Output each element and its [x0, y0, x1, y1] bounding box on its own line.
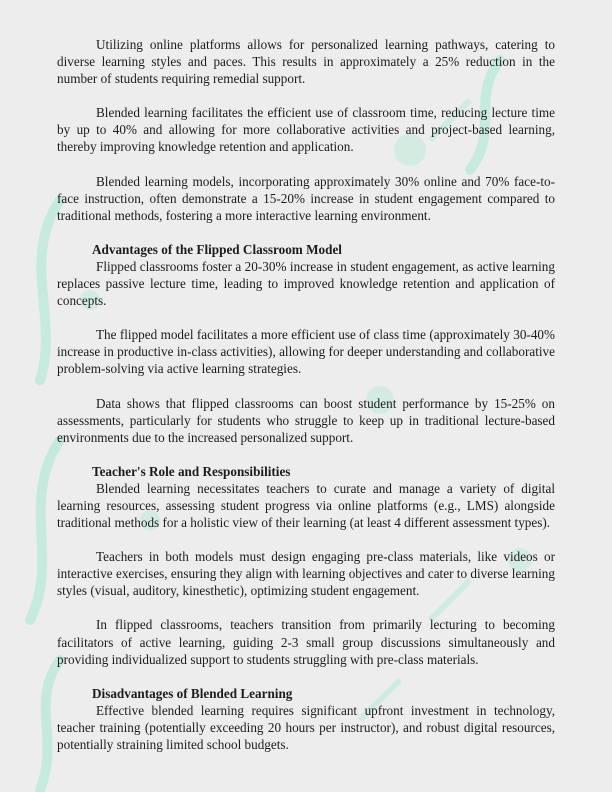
- paragraph: Teachers in both models must design engaging pre-class materials, like videos or interactive exercises, ensuring they align with learning objectives and cater to diverse learning styles (visual, auditory, kinesthetic), optimizing student engagement.: [57, 549, 555, 599]
- paragraph: Data shows that flipped classrooms can boost student performance by 15-25% on assessments, particularly for students who struggle to keep up in traditional lecture-based environments due to the increased personalized support.: [57, 395, 555, 445]
- paragraph: The flipped model facilitates a more efficient use of class time (approximately 30-40% increase in productive in-class activities), allowing for deeper understanding and collaborative problem-solving via active learning strategies.: [57, 327, 555, 377]
- paragraph: Blended learning necessitates teachers to curate and manage a variety of digital learning resources, assessing student progress via online platforms (e.g., LMS) alongside traditional methods for a holistic view of their learning (at least 4 different assessment types).: [57, 480, 555, 531]
- section-heading: Teacher's Role and Responsibilities: [92, 463, 291, 479]
- paragraph: Flipped classrooms foster a 20-30% increase in student engagement, as active learning replaces passive lecture time, leading to improved knowledge retention and application of concepts.: [57, 258, 555, 309]
- flipped-advantages-section: [57, 241, 555, 446]
- paragraph: Blended learning models, incorporating approximately 30% online and 70% face-to-face instruction, often demonstrate a 15-20% increase in student engagement compared to traditional methods, fostering a more interactive learning environment.: [57, 173, 555, 223]
- paragraph: Utilizing online platforms allows for personalized learning pathways, catering to diverse learning styles and paces. This results in approximately a 25% reduction in the number of students requiring remedial support.: [57, 37, 555, 87]
- document-body: [57, 36, 555, 753]
- blended-disadvantages-section: [57, 685, 555, 753]
- paragraph: In flipped classrooms, teachers transition from primarily lecturing to becoming facilitators of active learning, guiding 2-3 small group discussions simultaneously and providing individualized support to students struggling with pre-class materials.: [57, 617, 555, 667]
- intro-section: [57, 36, 555, 224]
- section-heading: Disadvantages of Blended Learning: [92, 685, 293, 701]
- teacher-role-section: [57, 463, 555, 668]
- section-heading: Advantages of the Flipped Classroom Model: [92, 241, 342, 257]
- paragraph: Blended learning facilitates the efficient use of classroom time, reducing lecture time by up to 40% and allowing for more collaborative activities and project-based learning, thereby improving knowledge retention and application.: [57, 105, 555, 155]
- paragraph: Effective blended learning requires significant upfront investment in technology, teacher training (potentially exceeding 20 hours per instructor), and robust digital resources, potentially straining limited school budgets.: [57, 702, 555, 752]
